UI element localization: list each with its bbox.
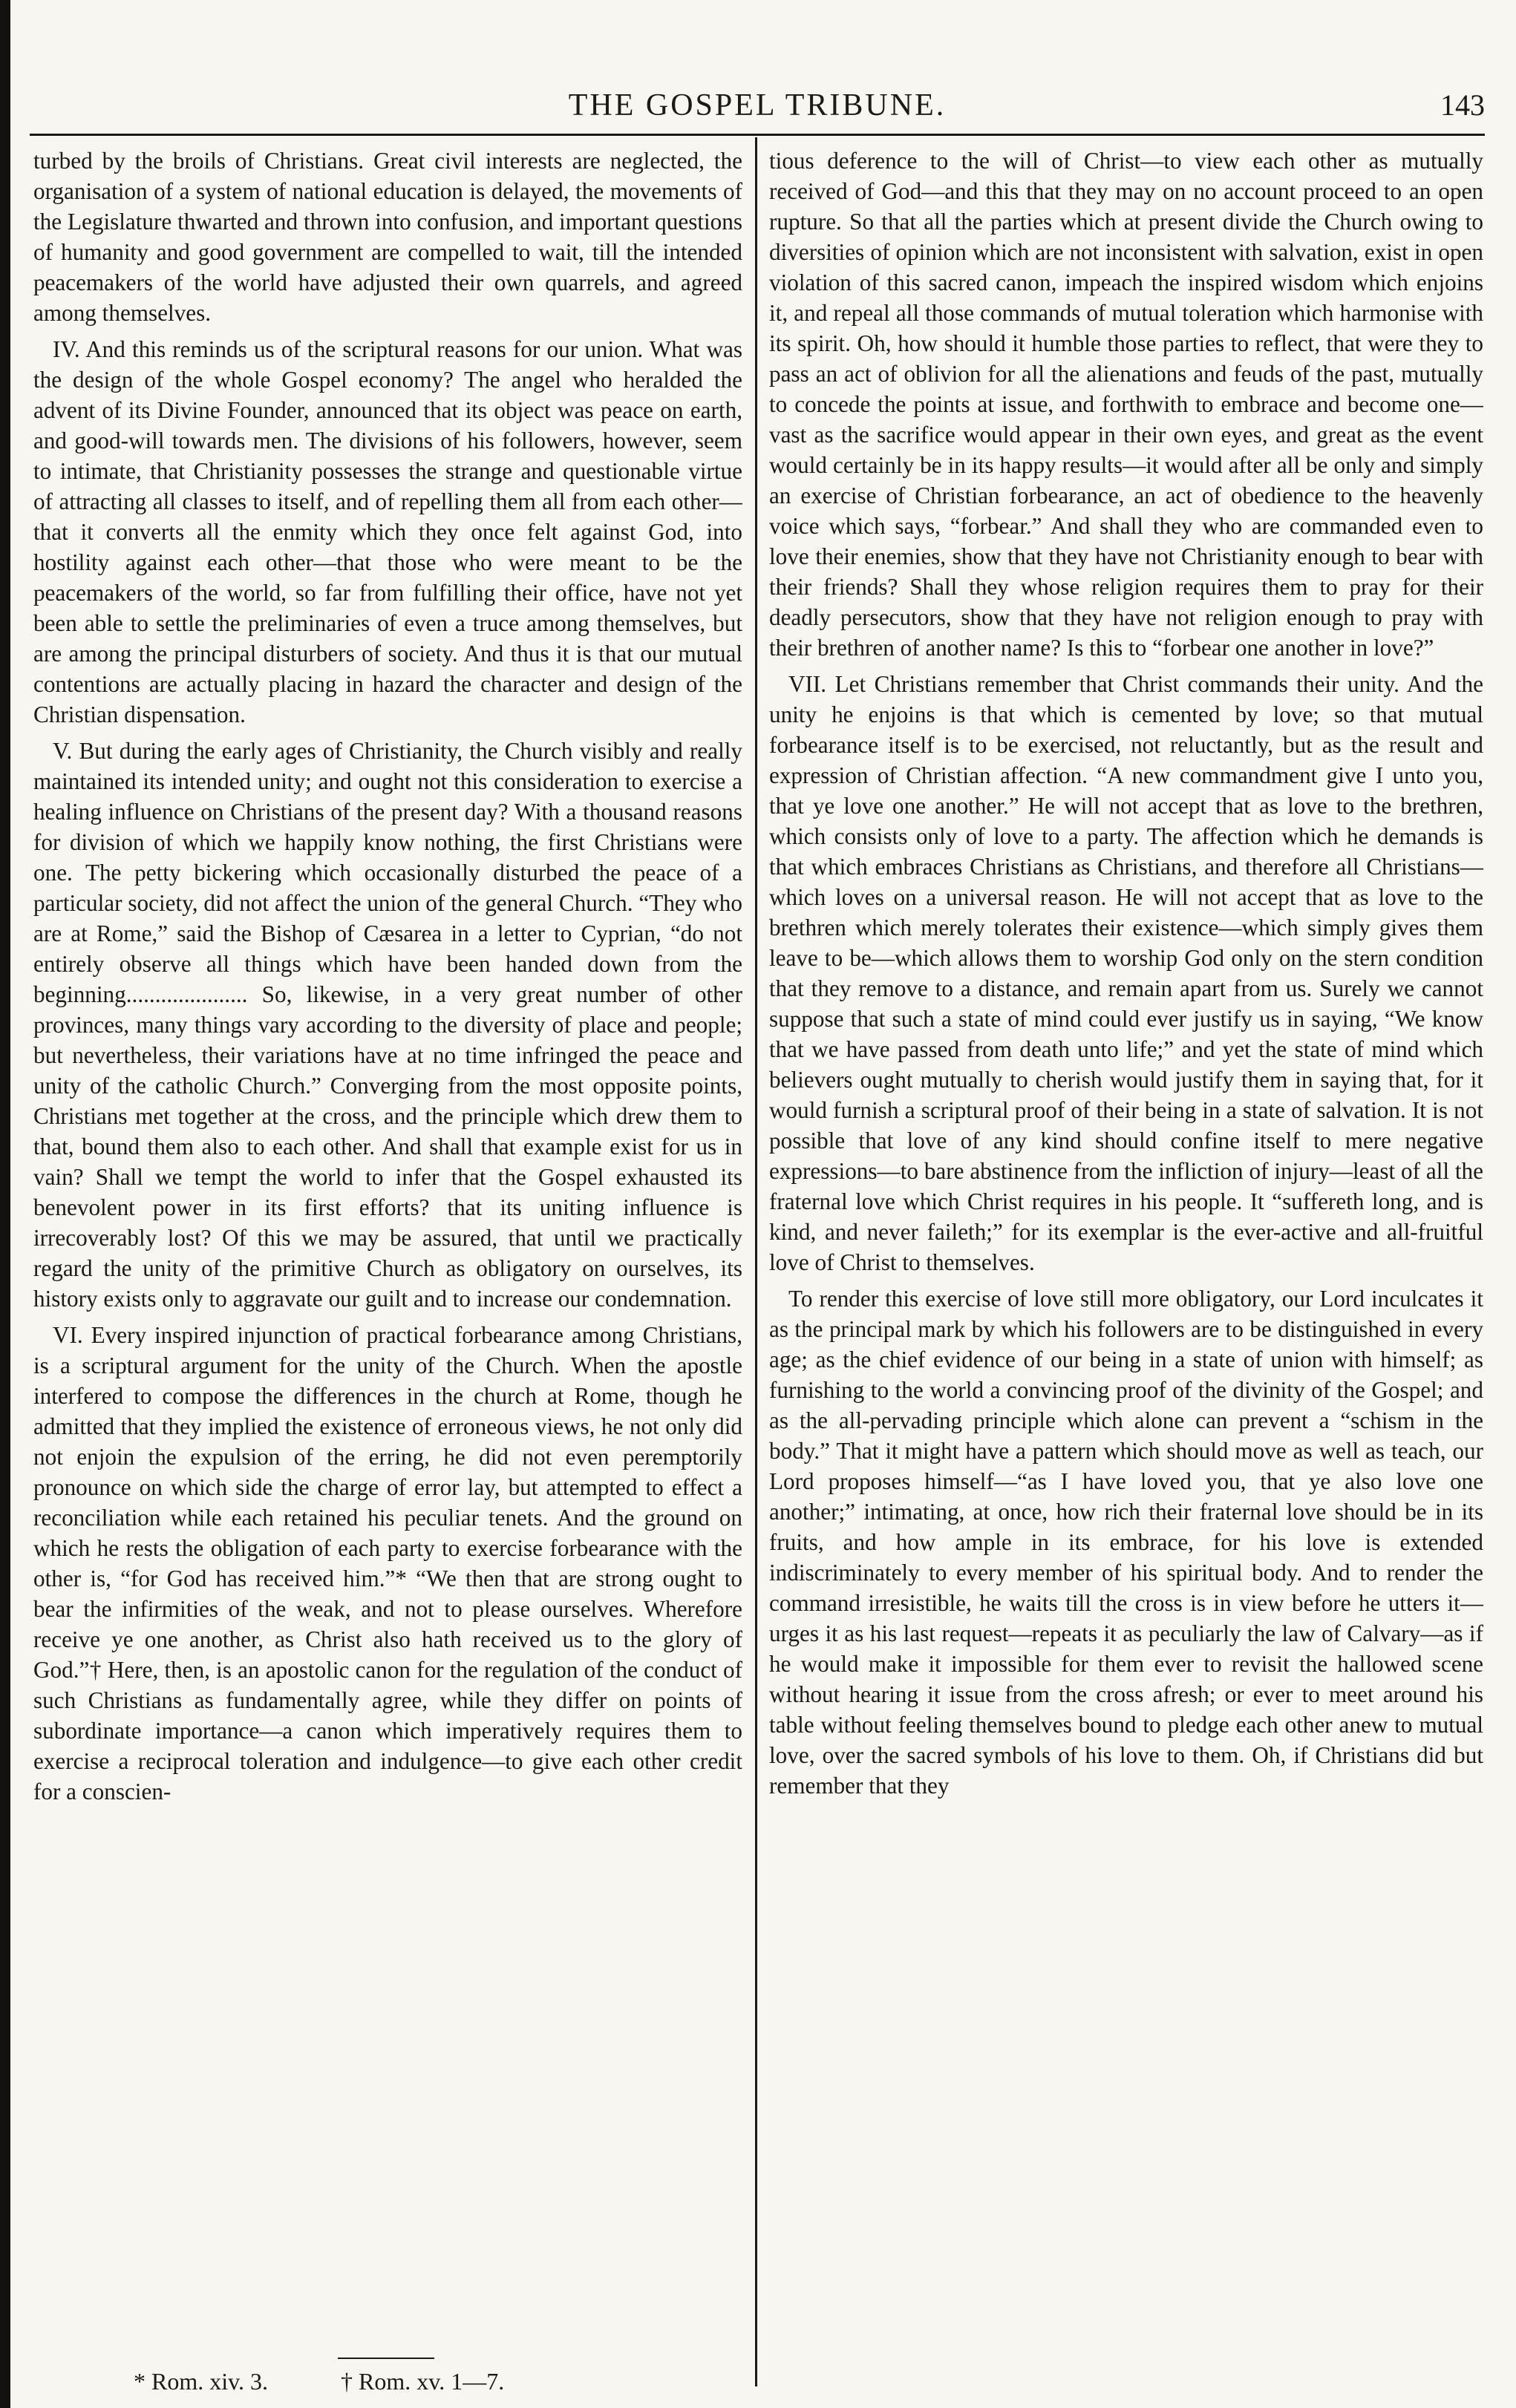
page-edge-shadow xyxy=(0,0,10,2408)
footnotes xyxy=(134,2366,728,2396)
header-rule xyxy=(30,134,1485,136)
paragraph-continued-right: tious deference to the will of Christ—to view each other as mutually received of God—and this that they may on no account proceed to an open rupture. So that all the parties which at present divide the Church owing to diversities of opinion which are not inconsistent with salvation, exist in open violation of this sacred canon, impeach the inspired wisdom which enjoins it, and repeal all those commands of mutual toleration which harmonise with its spirit. Oh, how should it humble those parties to reflect, that were they to pass an act of oblivion for all the alienations and feuds of the past, mutually to concede the points at issue, and forthwith to embrace and become one—vast as the sacrifice would appear in their own eyes, and great as the event would certainly be in its happy results—it would after all be only and simply an exercise of Christian forbearance, an act of obedience to the heavenly voice which says, “forbear.” And shall they who are commanded even to love their enemies, show that they have not Christianity enough to bear with their friends? Shall they whose religion requires them to pray for their deadly persecutors, show that they have not religion enough to pray with their brethren of another name? Is this to “forbear one another in love?” xyxy=(769,148,1483,661)
page-header xyxy=(30,88,1485,134)
paragraph-section-vi: VI. Every inspired injunction of practical forbearance among Christians, is a scriptural argument for the unity of the Church. When the apostle interfered to compose the differences in the church at Rome, though he admitted that they implied the existence of erroneous views, he not only did not enjoin the expulsion of the erring, he did not even peremptorily pronounce on which side the charge of error lay, but attempted to effect a reconciliation while each retained his peculiar tenets. And the ground on which he rests the obligation of each party to exercise forbearance with the other is, “for God has received him.”* “We then that are strong ought to bear the infirmities of the weak, and not to please ourselves. Wherefore receive ye one another, as Christ also hath received us to the glory of God.”† Here, then, is an apostolic canon for the regulation of the conduct of such Christians as fundamentally agree, while they differ on points of subordinate importance—a canon which imperatively requires them to exercise a reciprocal toleration and indulgence—to give each other credit for a conscien- xyxy=(33,1322,742,1805)
left-column xyxy=(33,145,742,2358)
footnote-1: * Rom. xiv. 3. xyxy=(134,2368,269,2395)
paragraph-continued: turbed by the broils of Christians. Great civil interests are neglected, the organisation of a system of national education is delayed, the movements of the Legislature thwarted and thrown into confusion, and important questions of humanity and good government are compelled to wait, till the intended peacemakers of the world have adjusted their own quarrels, and agreed among themselves. xyxy=(33,148,742,326)
running-title: THE GOSPEL TRIBUNE. xyxy=(568,88,947,122)
paragraph-love-obligatory: To render this exercise of love still more obligatory, our Lord inculcates it as the principal mark by which his followers are to be distinguished in every age; as the chief evidence of our being in a state of union with himself; as furnishing to the world a convincing proof of the divinity of the Gospel; and as the all-pervading principle which alone can prevent a “schism in the body.” That it might have a pattern which should move as well as teach, our Lord proposes himself—“as I have loved you, that ye also love one another;” intimating, at once, how rich their fraternal love should be in its fruits, and how ample in its embrace, for his love is extended indiscriminately to every member of his spiritual body. And to render the command irresistible, he waits till the cross is in view before he utters it—urges it as his last request—repeats it as peculiarly the law of Calvary—as if he would make it impossible for them ever to revisit the hallowed scene without hearing it issue from the cross afresh; or ever to meet around his table without feeling themselves bound to pledge each other anew to mutual love, over the sacred symbols of his love to them. Oh, if Christians did but remember that they xyxy=(769,1286,1483,1799)
page-number: 143 xyxy=(1440,88,1485,122)
right-column xyxy=(769,145,1483,2358)
column-rule xyxy=(755,137,757,2386)
paragraph-section-vii: VII. Let Christians remember that Christ commands their unity. And the unity he enjoins is that which is cemented by love; so that mutual forbearance itself is to be exercised, not reluctantly, but as the result and expression of Christian affection. “A new commandment give I unto you, that ye love one another.” He will not accept that as love to the brethren, which consists only of love to a party. The affection which he demands is that which embraces Christians as Christians, and therefore all Christians—which loves on a universal reason. He will not accept that as love to the brethren which merely tolerates their existence—which simply gives them leave to be—which allows them to worship God only on the stern condition that they remove to a distance, and remain apart from us. Surely we cannot suppose that such a state of mind could ever justify us in saying, “We know that we have passed from death unto life;” and yet the state of mind which believers ought mutually to cherish would justify them in saying that, for it would furnish a scriptural proof of their being in a state of salvation. It is not possible that love of any kind should confine itself to mere negative expressions—to bare abstinence from the infliction of injury—least of all the fraternal love which Christ requires in his people. It “suffereth long, and is kind, and never faileth;” for its exemplar is the ever-active and all-fruitful love of Christ to themselves. xyxy=(769,671,1483,1275)
footnote-2: † Rom. xv. 1—7. xyxy=(341,2368,505,2395)
paragraph-section-iv: IV. And this reminds us of the scriptural reasons for our union. What was the design of the whole Gospel economy? The angel who heralded the advent of its Divine Founder, announced that its object was peace on earth, and good-will towards men. The divisions of his followers, however, seem to intimate, that Christianity possesses the strange and questionable virtue of attracting all classes to itself, and of repelling them all from each other—that it converts all the enmity which they once felt against God, into hostility against each other—that those who were meant to be the peacemakers of the world, so far from fulfilling their office, have not yet been able to settle the preliminaries of even a truce among themselves, but are among the principal disturbers of society. And thus it is that our mutual contentions are actually placing in hazard the character and design of the Christian dispensation. xyxy=(33,336,742,727)
paragraph-section-v: V. But during the early ages of Christianity, the Church visibly and really maintained its intended unity; and ought not this consideration to exercise a healing influence on Christians of the present day? With a thousand reasons for division of which we happily know nothing, the first Christians were one. The petty bickering which occasionally disturbed the peace of a particular society, did not affect the union of the general Church. “They who are at Rome,” said the Bishop of Cæsarea in a letter to Cyprian, “do not entirely observe all things which have been handed down from the beginning..................... So, likewise, in a very great number of other provinces, many things vary according to the diversity of place and people; but nevertheless, their variations have at no time infringed the peace and unity of the catholic Church.” Converging from the most opposite points, Christians met together at the cross, and the principle which drew them to that, bound them also to each other. And shall that example exist for us in vain? Shall we tempt the world to infer that the Gospel exhausted its benevolent power in its first efforts? that its uniting influence is irrecoverably lost? Of this we may be assured, that until we practically regard the unity of the primitive Church as obligatory on ourselves, its history exists only to aggravate our guilt and to increase our condemnation. xyxy=(33,738,742,1312)
footnote-rule xyxy=(338,2358,434,2359)
